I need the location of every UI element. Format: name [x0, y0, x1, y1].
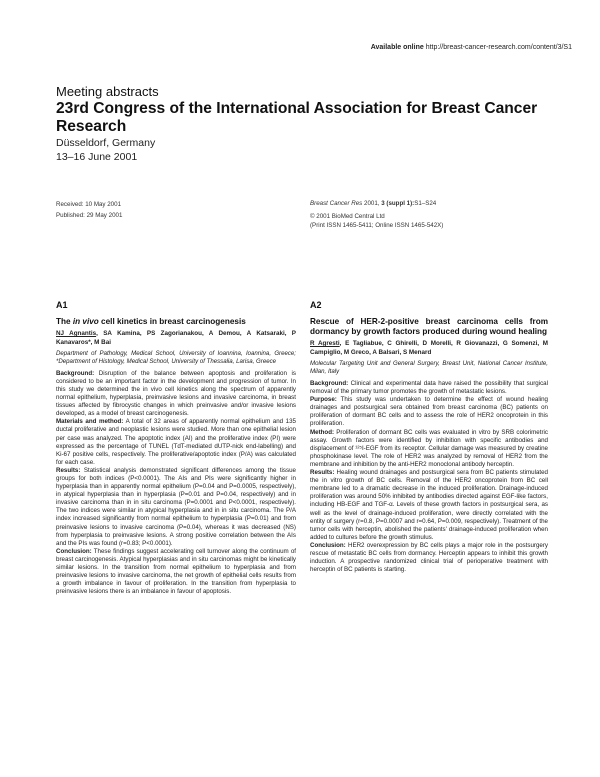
citation-pages: S1–S24 [414, 200, 437, 207]
conclusion-paragraph [56, 548, 296, 597]
results-label: Results: [56, 466, 81, 474]
abstract-title [56, 317, 296, 327]
background-text: Clinical and experimental data have raised the possibility that surgical removal of the primary tumor promotes the growth of metastatic lesions. [310, 380, 548, 396]
affiliation: Molecular Targeting Unit and General Surgery, Breast Unit, National Cancer Institute, Milan, Italy [310, 360, 548, 375]
issn-line: (Print ISSN 1465-5411; Online ISSN 1465-542X) [310, 222, 444, 229]
method-paragraph [310, 429, 548, 469]
purpose-label: Purpose: [310, 396, 337, 404]
citation-year: 2001, [362, 200, 382, 207]
results-text: Statistical analysis demonstrated significant differences among the tissue groups for both indices (P<0.0001). The AIs and PIs were significantly higher in hyperplasia than in apparently normal epithelium (P=0.04 and P=0.0005, respectively), in atypical hyperplasia than in hyperplasia (P=0.01 and P=0.04, respectively) and in invasive carcinoma than in in situ carcinoma (P=0.0001 and P<0.0001, respectively). The two indices were similar in atypical hyperplasia and in in situ carcinoma. The P/A index increased significantly from normal epithelium to hyperplasia (P=0.01) and from preinvasive lesions to invasive carcinoma (P=0.04), whereas it was decreased (NS) from hyperplasia to preinvasive lesions. A strong positive correlation between the AIs and the PIs was found (r=0.83; P<0.0001). [56, 466, 296, 547]
abstract-id: A2 [310, 300, 322, 310]
conclusion-text: HER2 overexpression by BC cells plays a major role in the postsurgery rescue of metastatic BC cells from dormancy. Herceptin appears to inhibit this growth induction. A prospective randomized clinical trial of perioperative treatment with herceptin of BC patients is starting. [310, 541, 548, 574]
background-label: Background: [56, 369, 95, 377]
results-paragraph [56, 467, 296, 548]
results-paragraph [310, 469, 548, 542]
background-label: Background: [310, 380, 349, 387]
conclusion-label: Conclusion: [310, 541, 346, 549]
background-paragraph [310, 380, 548, 396]
abstract-a2 [310, 300, 548, 574]
conclusion-paragraph [310, 542, 548, 574]
conclusion-text: These findings suggest accelerating cell turnover along the continuum of breast carcinogenesis. Atypical hyperplasias and in situ carcinomas might be kinetically similar lesions. In the transition from normal epithelium to hyperplasia and from preinvasive lesions to invasive carcinoma, the net growth of epithelial cells results from a growth imbalance in favour of proliferation. In the transition from hyperplasia to preinvasive lesions there is an imbalance in favour of apoptosis. [56, 547, 296, 596]
method-text: Proliferation of dormant BC cells was evaluated in vitro by SRB colorimetric assay. Growth factors were identified by inhibition with specific antibodies and displacement of ¹²⁵I-EGF from its receptor. Cellular damage was measured by creatine phosphokinase level. The role of HER2 was analyzed by removal of HER2 from the membrane and inhibition by the anti-HER2 monoclonal antibody herceptin. [310, 428, 548, 468]
published-date: Published: 29 May 2001 [56, 212, 123, 219]
purpose-text: This study was undertaken to determine the effect of wound healing drainages and postsurgical sera obtained from breast carcinoma (BC) patients on proliferation of dormant BC cells and to assess the role of HER2 oncoprotein in this proliferation. [310, 396, 548, 428]
affiliation: Department of Pathology, Medical School, University of Ioannina, Ioannina, Greece; *Department of Histology, Medical School, University of Thessalia, Larisa, Greece [56, 349, 296, 365]
abstract-id: A1 [56, 300, 68, 310]
methods-paragraph [56, 418, 296, 467]
abstract-a1 [56, 300, 296, 596]
results-text: Healing wound drainages and postsurgical sera from BC patients stimulated the in vitro growth of BC cells. Removal of the HER2 oncoprotein from BC cell membrane led to a dramatic decrease in the induced proliferation. Drainage-induced proliferation was around 50% inhibited by antibodies directed against EGF-like factors, including HB-EGF and TGF-α. Levels of these growth factors in postsurgical sera, as well as the level of drainage-induced proliferation, were directly correlated with the entity of surgery (r=0.8, P=0.0007 and r=0.64, P=0.009, respectively). Treatment of the tumor cells with herceptin, abolished the patients' drainage-induced proliferation when added to cultures before the growth stimulus. [310, 469, 548, 541]
author-list [310, 340, 548, 357]
available-label: Available online [370, 44, 424, 51]
congress-dates: 13–16 June 2001 [56, 151, 138, 163]
method-label: Method: [310, 428, 335, 436]
background-paragraph [56, 370, 296, 419]
abstract-title: Rescue of HER-2-positive breast carcinoma cells from dormancy by growth factors produced during wound healing [310, 317, 548, 337]
citation-journal: Breast Cancer Res [310, 200, 363, 207]
abstract-title-pre: The [56, 317, 73, 326]
availability-line [371, 44, 572, 51]
publication-dates [56, 199, 122, 221]
author-list [56, 330, 296, 347]
citation-line [310, 199, 443, 208]
presenting-author: NJ Agnantis [56, 330, 97, 338]
methods-text: A total of 32 areas of apparently normal epithelium and 135 ductal proliferative and neoplastic lesions were studied. More than one epithelial lesion per case was analyzed. The apoptotic index (AI) and the proliferative index (PI) were expressed as the percentage of TUNEL (TdT-mediated dUTP-nick end-labelling) and Ki-67 positive cells, respectively. The proliferative/apoptotic index (P/A) was calculated for each case. [56, 418, 297, 466]
abstract-title-post: cell kinetics in breast carcinogenesis [98, 317, 246, 326]
co-authors: , E Tagliabue, C Ghirelli, D Morelli, R Giovanazzi, G Somenzi, M Campiglio, M Greco, A Balsari, S Menard [310, 340, 549, 356]
copyright-line: © 2001 BioMed Central Ltd [310, 213, 385, 220]
citation-block [310, 199, 443, 230]
received-date: Received: 10 May 2001 [56, 201, 122, 208]
citation-volume: 3 (suppl 1): [381, 200, 415, 207]
meeting-kicker: Meeting abstracts [56, 84, 159, 99]
presenting-author: R Agresti [310, 340, 340, 348]
background-text: Disruption of the balance between apoptosis and proliferation is considered to be an important factor in the development and progression of tumor. In this study we determined the in vivo cell kinetics along the spectrum of apparently normal epithelium, hyperplasia, preinvasive lesions and invasive carcinoma, in breast tissues affected by fibrocystic changes in which preinvasive and/or invasive lesions developed, as a model of breast carcinogenesis. [56, 369, 296, 418]
methods-label: Materials and method: [56, 418, 124, 426]
congress-location: Düsseldorf, Germany [56, 137, 156, 149]
conclusion-label: Conclusion: [56, 547, 92, 555]
article-url[interactable]: http://breast-cancer-research.com/content/3/S1 [425, 44, 572, 51]
purpose-paragraph [310, 396, 548, 428]
co-authors: , SA Kamina, PS Zagorianakou, A Demou, A Katsaraki, P Kanavaros*, M Bai [56, 330, 296, 346]
congress-title: 23rd Congress of the International Association for Breast Cancer Research [56, 100, 538, 135]
results-label: Results: [310, 469, 335, 477]
abstract-title-italic: in vivo [72, 317, 99, 326]
